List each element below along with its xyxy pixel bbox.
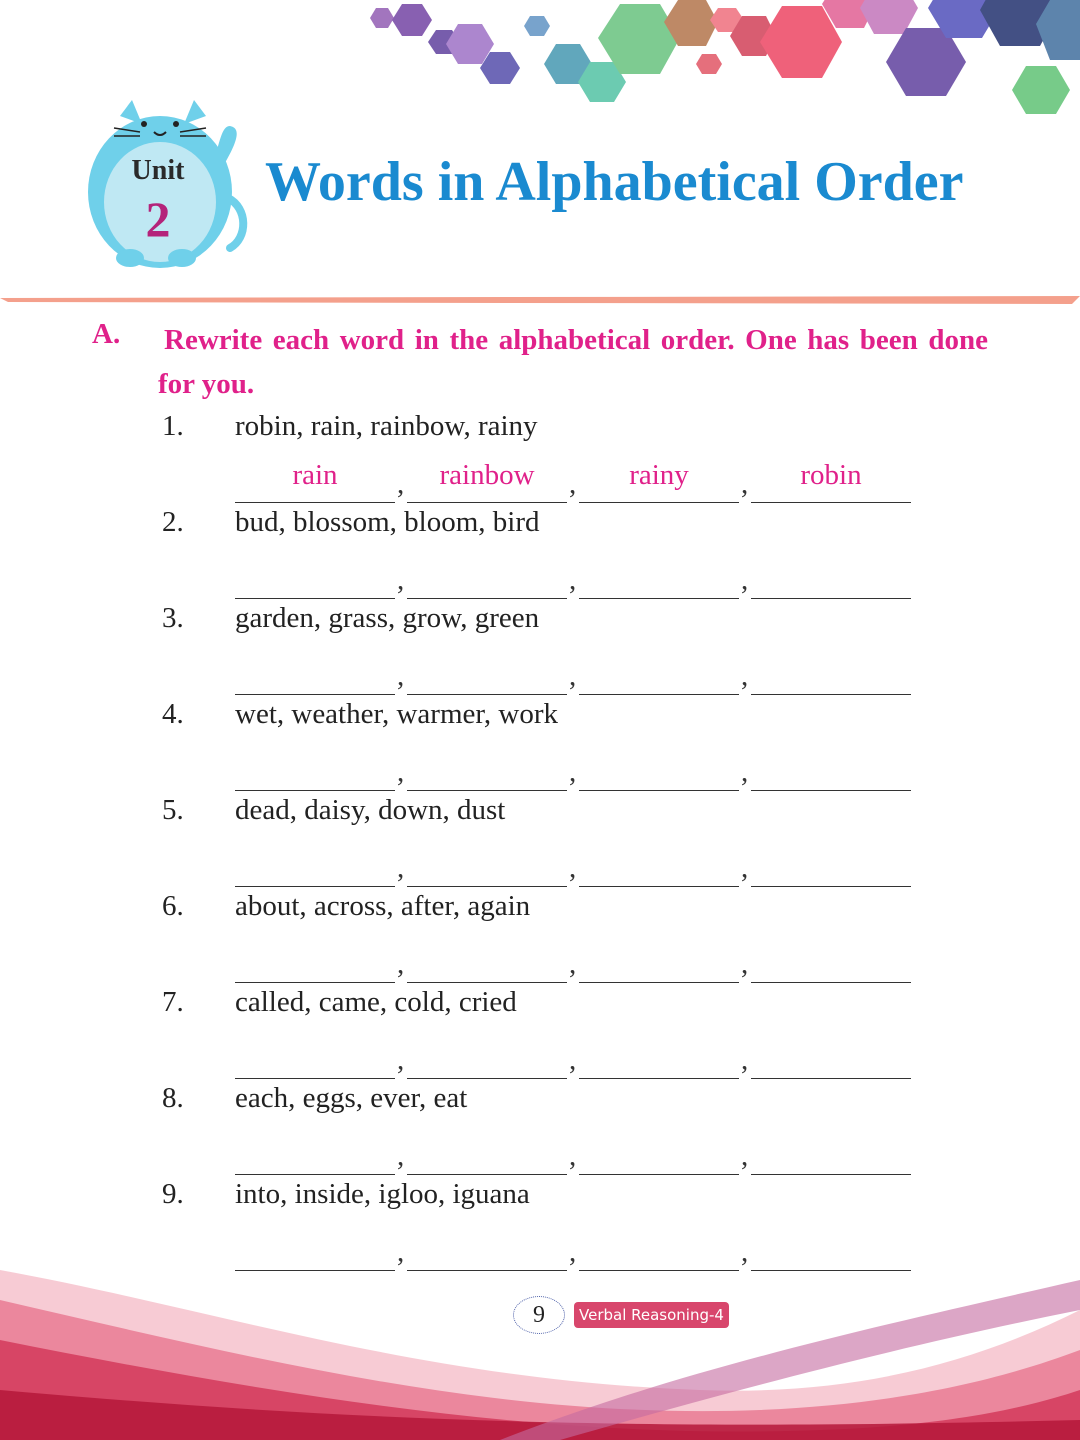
page-number: 9 (513, 1296, 565, 1334)
section-instruction: Rewrite each word in the alphabetical order. One has been done for you. (158, 324, 988, 400)
answer-blank[interactable] (235, 550, 395, 599)
answer-row (235, 1126, 915, 1176)
answer-blank[interactable] (579, 1126, 739, 1175)
unit-number: 2 (145, 191, 171, 247)
separator-comma: , (569, 660, 577, 692)
answer-blank[interactable] (407, 550, 567, 599)
answer-blank[interactable]: robin (751, 454, 911, 503)
exercise-item (0, 1178, 1080, 1274)
separator-comma: , (569, 1044, 577, 1076)
exercise-item (0, 794, 1080, 890)
answer-row (235, 646, 915, 696)
answer-row (235, 934, 915, 984)
separator-comma: , (741, 948, 749, 980)
item-number: 8. (162, 1082, 184, 1114)
answer-blank[interactable] (235, 934, 395, 983)
answer-blank[interactable] (235, 1126, 395, 1175)
separator-comma: , (569, 468, 577, 500)
item-number: 3. (162, 602, 184, 634)
item-words: garden, grass, grow, green (235, 602, 540, 634)
answer-blank[interactable] (407, 838, 567, 887)
answer-blank[interactable] (579, 1222, 739, 1271)
answer-blank[interactable] (407, 1222, 567, 1271)
answer-blank[interactable] (751, 1222, 911, 1271)
separator-comma: , (741, 756, 749, 788)
exercise-item (0, 986, 1080, 1082)
separator-comma: , (569, 852, 577, 884)
item-number: 1. (162, 410, 184, 442)
answer-blank[interactable] (751, 646, 911, 695)
answer-blank[interactable] (407, 1126, 567, 1175)
answer-row (235, 550, 915, 600)
item-number: 6. (162, 890, 184, 922)
separator-comma: , (741, 1044, 749, 1076)
section-letter: A. (92, 318, 121, 350)
exercise-item (0, 1082, 1080, 1178)
separator-comma: , (741, 468, 749, 500)
answer-blank[interactable] (579, 742, 739, 791)
exercise-item (0, 410, 1080, 506)
answer-blank[interactable] (407, 934, 567, 983)
answer-row (235, 454, 915, 504)
answer-blank[interactable] (579, 550, 739, 599)
answer-row (235, 742, 915, 792)
separator-comma: , (397, 948, 405, 980)
answer-blank[interactable] (407, 646, 567, 695)
separator-comma: , (397, 1044, 405, 1076)
answer-blank[interactable] (407, 1030, 567, 1079)
answer-blank[interactable]: rainy (579, 454, 739, 503)
item-number: 2. (162, 506, 184, 538)
separator-comma: , (397, 756, 405, 788)
answer-blank[interactable]: rain (235, 454, 395, 503)
item-words: robin, rain, rainbow, rainy (235, 410, 538, 442)
item-number: 9. (162, 1178, 184, 1210)
answer-blank[interactable] (235, 646, 395, 695)
separator-comma: , (397, 1140, 405, 1172)
answer-blank[interactable] (407, 742, 567, 791)
separator-comma: , (397, 564, 405, 596)
answer-blank[interactable] (579, 838, 739, 887)
item-words: bud, blossom, bloom, bird (235, 506, 540, 538)
separator-comma: , (741, 564, 749, 596)
title-divider (0, 294, 1080, 308)
answer-blank[interactable] (751, 934, 911, 983)
answer-blank[interactable] (751, 550, 911, 599)
answer-blank[interactable] (751, 742, 911, 791)
separator-comma: , (569, 948, 577, 980)
item-words: dead, daisy, down, dust (235, 794, 506, 826)
answer-blank[interactable] (579, 646, 739, 695)
book-label: Verbal Reasoning-4 (574, 1302, 729, 1328)
separator-comma: , (741, 1140, 749, 1172)
answer-blank[interactable] (235, 838, 395, 887)
item-words: called, came, cold, cried (235, 986, 517, 1018)
separator-comma: , (397, 1236, 405, 1268)
separator-comma: , (741, 852, 749, 884)
item-number: 5. (162, 794, 184, 826)
item-words: into, inside, igloo, iguana (235, 1178, 530, 1210)
separator-comma: , (397, 852, 405, 884)
unit-label: Unit (131, 155, 185, 186)
separator-comma: , (569, 1140, 577, 1172)
answer-blank[interactable] (235, 742, 395, 791)
answer-blank[interactable]: rainbow (407, 454, 567, 503)
item-words: wet, weather, warmer, work (235, 698, 558, 730)
answer-blank[interactable] (751, 1030, 911, 1079)
separator-comma: , (569, 564, 577, 596)
exercise-item (0, 890, 1080, 986)
answer-blank[interactable] (751, 838, 911, 887)
item-words: about, across, after, again (235, 890, 531, 922)
exercise-item (0, 602, 1080, 698)
exercise-item (0, 698, 1080, 794)
separator-comma: , (397, 660, 405, 692)
answer-blank[interactable] (235, 1030, 395, 1079)
separator-comma: , (741, 660, 749, 692)
answer-blank[interactable] (751, 1126, 911, 1175)
answer-row (235, 1030, 915, 1080)
answer-row (235, 838, 915, 888)
item-number: 4. (162, 698, 184, 730)
page-title: Words in Alphabetical Order (265, 151, 964, 213)
separator-comma: , (569, 1236, 577, 1268)
separator-comma: , (741, 1236, 749, 1268)
separator-comma: , (397, 468, 405, 500)
answer-blank[interactable] (579, 1030, 739, 1079)
answer-blank[interactable] (579, 934, 739, 983)
item-number: 7. (162, 986, 184, 1018)
item-words: each, eggs, ever, eat (235, 1082, 468, 1114)
answer-blank[interactable] (235, 1222, 395, 1271)
answer-row (235, 1222, 915, 1272)
exercise-item (0, 506, 1080, 602)
separator-comma: , (569, 756, 577, 788)
